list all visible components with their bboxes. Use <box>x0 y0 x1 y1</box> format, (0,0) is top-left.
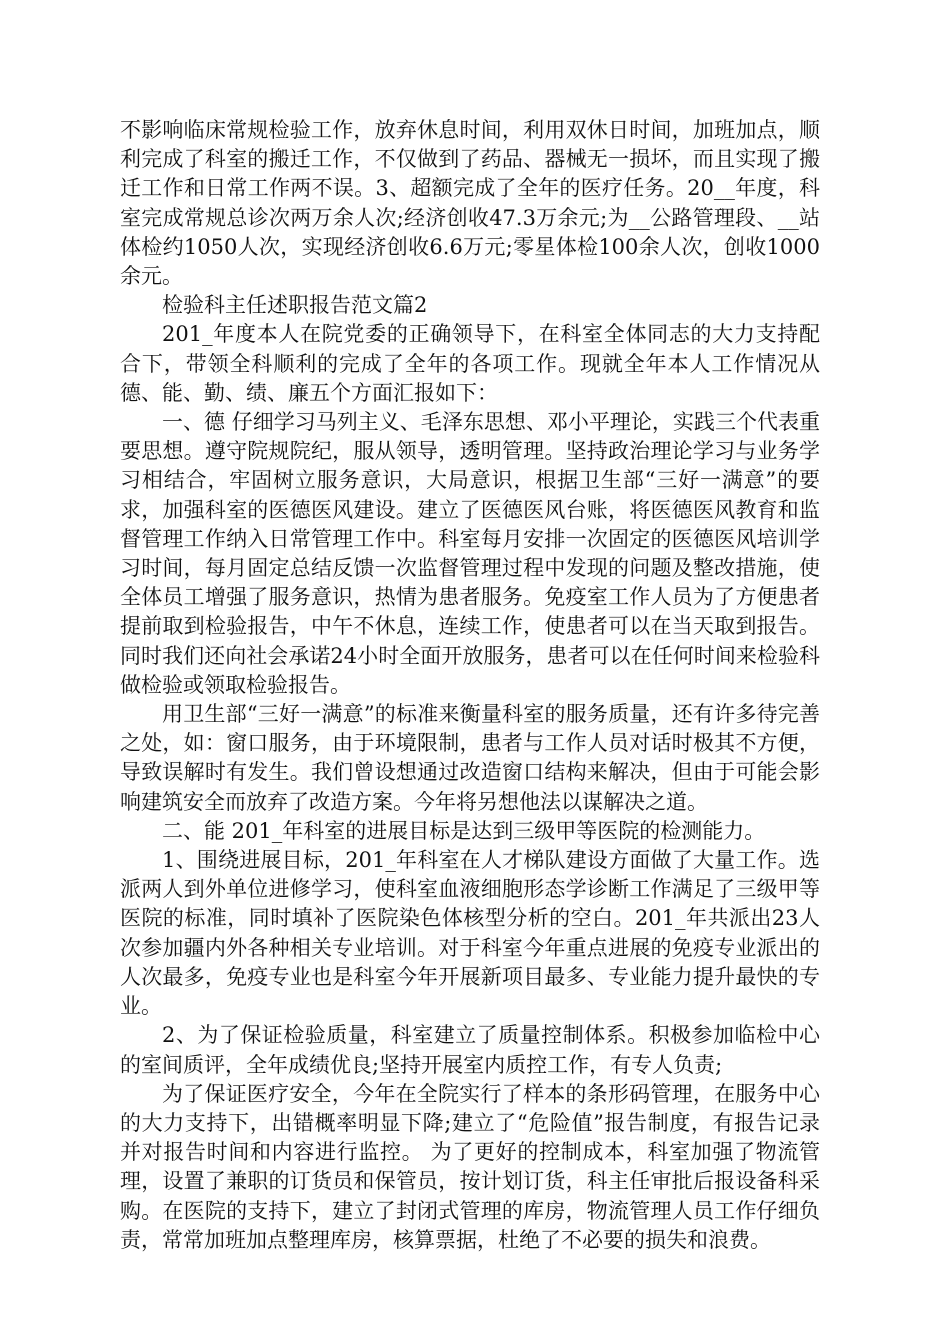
paragraph-safety-cost: 为了保证医疗安全，今年在全院实行了样本的条形码管理，在服务中心的大力支持下，出错概率明显下降;建立了“危险值”报告制度，有报告记录并对报告时间和内容进行监控。 为了更好的控制成本，科室加强了物流管理，设置了兼职的订货员和保管员，按计划订货，科主任审批后报设备科采购。在医院的支持下，建立了封闭式管理的库房，物流管理人员工作仔细负责，常常加班加点整理库房，核算票据，杜绝了不必要的损失和浪费。 <box>120 1081 820 1252</box>
paragraph-neng: 二、能 201_年科室的进展目标是达到三级甲等医院的检测能力。 <box>162 818 766 843</box>
paragraph-service-quality: 用卫生部“三好一满意”的标准来衡量科室的服务质量，还有许多待完善之处，如：窗口服务，由于环境限制，患者与工作人员对话时极其不方便，导致误解时有发生。我们曾设想通过改造窗口结构来解决，但由于可能会影响建筑安全而放弃了改造方案。今年将另想他法以谋解决之道。 <box>120 702 820 814</box>
document-body <box>120 116 820 1255</box>
paragraph-de: 一、德 仔细学习马列主义、毛泽东思想、邓小平理论，实践三个代表重要思想。遵守院规院纪，服从领导，透明管理。坚持政治理论学习与业务学习相结合，牢固树立服务意识，大局意识，根据卫生部“三好一满意”的要求，加强科室的医德医风建设。建立了医德医风台账，将医德医风教育和监督管理工作纳入日常管理工作中。科室每月安排一次固定的医德医风培训学习时间，每月固定总结反馈一次监督管理过程中发现的问题及整改措施，使全体员工增强了服务意识，热情为患者服务。免疫室工作人员为了方便患者提前取到检验报告，中午不休息，连续工作，使患者可以在当天取到报告。同时我们还向社会承诺24小时全面开放服务，患者可以在任何时间来检验科做检验或领取检验报告。 <box>120 410 820 697</box>
section-heading: 检验科主任述职报告范文篇2 <box>162 293 428 318</box>
paragraph-quality-control: 2、为了保证检验质量，科室建立了质量控制体系。积极参加临检中心的室间质评，全年成绩优良;坚持开展室内质控工作，有专人负责; <box>120 1023 820 1077</box>
paragraph-talent: 1、围绕进展目标，201_年科室在人才梯队建设方面做了大量工作。选派两人到外单位进修学习，使科室血液细胞形态学诊断工作满足了三级甲等医院的标准，同时填补了医院染色体核型分析的空白。201_年共派出23人次参加疆内外各种相关专业培训。对于科室今年重点进展的免疫专业派出的人次最多，免疫专业也是科室今年开展新项目最多、专业能力提升最快的专业。 <box>120 848 820 1019</box>
paragraph-intro: 201_年度本人在院党委的正确领导下，在科室全体同志的大力支持配合下，带领全科顺利的完成了全年的各项工作。现就全年本人工作情况从德、能、勤、绩、廉五个方面汇报如下： <box>120 322 820 405</box>
paragraph-continuation: 不影响临床常规检验工作，放弃休息时间，利用双休日时间，加班加点，顺利完成了科室的搬迁工作，不仅做到了药品、器械无一损坏，而且实现了搬迁工作和日常工作两不误。3、超额完成了全年的医疗任务。20__年度，科室完成常规总诊次两万余人次;经济创收47.3万余元;为__公路管理段、__站体检约1050人次，实现经济创收6.6万元;零星体检100余人次，创收1000余元。 <box>120 118 820 289</box>
